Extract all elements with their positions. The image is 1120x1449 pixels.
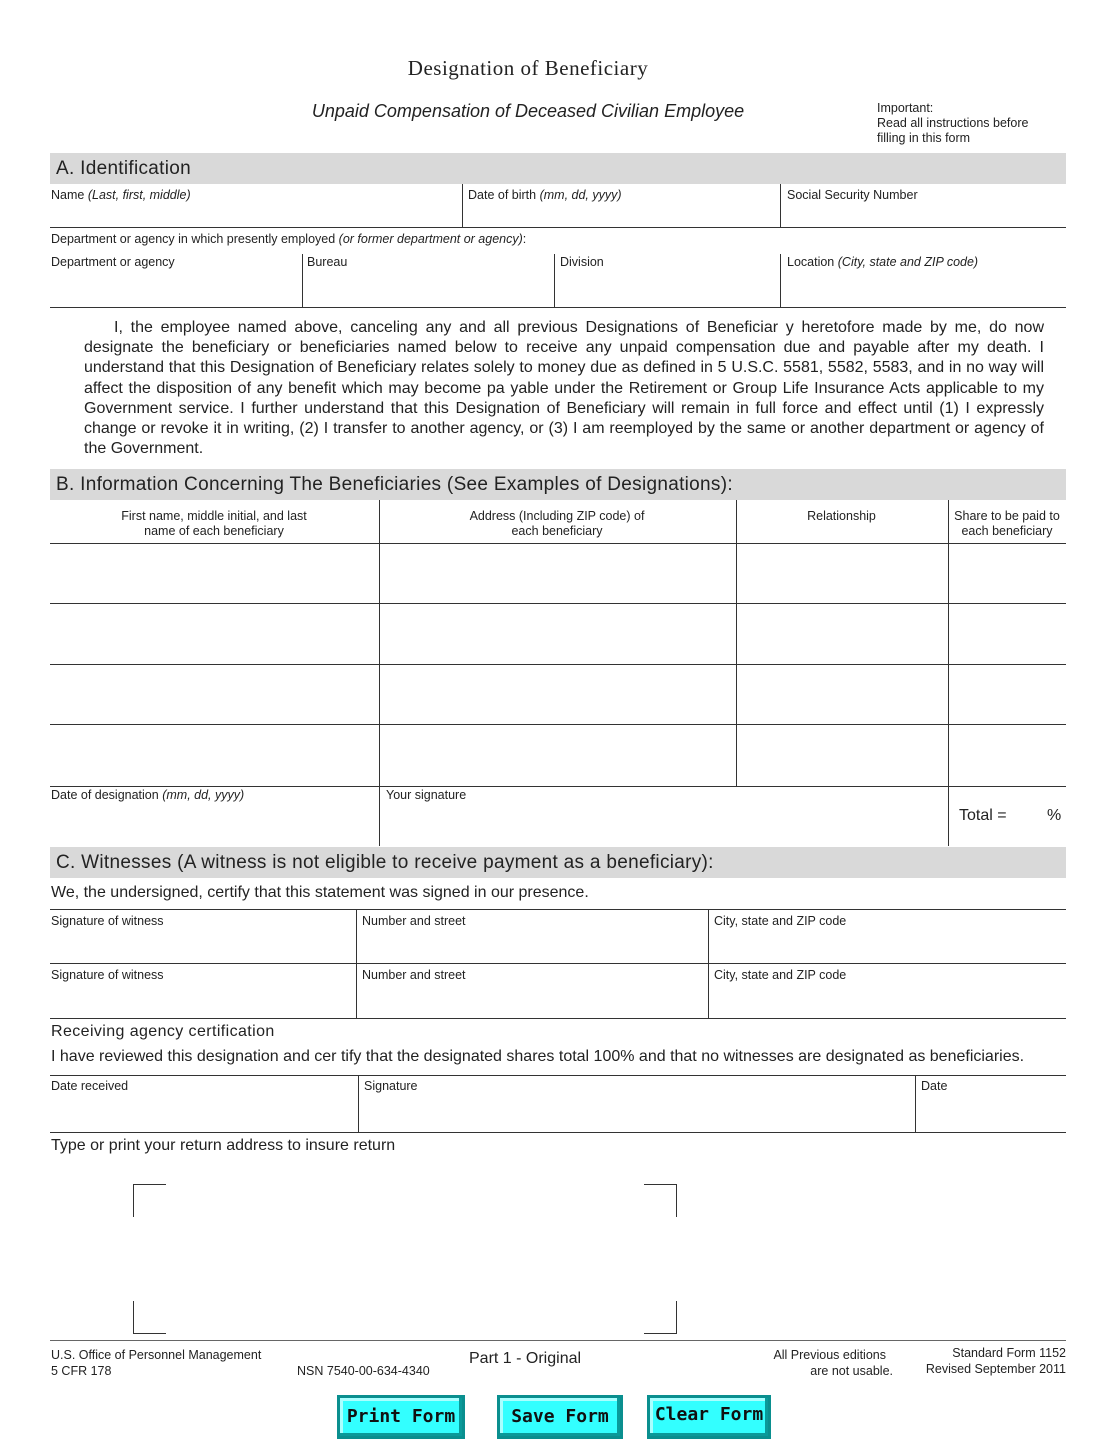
witness-certify-text: We, the undersigned, certify that this statement was signed in our presence. — [51, 884, 589, 901]
form-subtitle: Unpaid Compensation of Deceased Civilian Employee — [311, 101, 745, 121]
corner-mark — [644, 1184, 677, 1217]
witness-signature-1[interactable]: Signature of witness — [51, 914, 164, 928]
footer-part: Part 1 - Original — [469, 1350, 582, 1367]
receiving-heading: Receiving agency certification — [51, 1023, 275, 1040]
dept-field[interactable]: Department or agency — [51, 255, 175, 269]
total-label: Total = — [959, 807, 1007, 824]
clear-form-button[interactable]: Clear Form — [647, 1395, 771, 1439]
section-a-heading: A. Identification — [50, 153, 1066, 184]
location-field[interactable]: Location (City, state and ZIP code) — [787, 255, 979, 269]
corner-mark — [644, 1301, 677, 1334]
table-row[interactable] — [50, 603, 1066, 604]
table-row[interactable] — [50, 664, 1066, 665]
designation-statement: I, the employee named above, canceling any and all previous Designations of Beneficiar y heretofore made by me, do now designate the beneficiary or beneficiaries named below to receive any unpaid compensation due and payable after my death. I understand that this Designation of Beneficiary relates solely to money due as defined in 5 U.S.C. 5581, 5582, 5583, and in no way will affect the disposition of any benefit which may become pa yable under the Retirement or Group Life Insurance Acts applicable to my Government service. I further understand that this Designation of Beneficiary will remain in full force and effect until (1) I expressly change or revoke it in writing, (2) I transfer to another agency, or (3) I am reemployed by the same or another department or agency of the Government. — [84, 319, 1044, 458]
col-relationship-header: Relationship — [807, 509, 876, 523]
return-address-label: Type or print your return address to insure return — [51, 1137, 396, 1154]
save-form-button[interactable]: Save Form — [497, 1395, 623, 1439]
col-name-header: First name, middle initial, and last name of each beneficiary — [121, 509, 307, 538]
witness-street-2[interactable]: Number and street — [362, 968, 466, 982]
division-field[interactable]: Division — [560, 255, 604, 269]
name-field[interactable]: Name (Last, first, middle) — [51, 188, 191, 202]
table-row[interactable] — [50, 724, 1066, 725]
print-form-button[interactable]: Print Form — [337, 1395, 465, 1439]
your-signature-field[interactable]: Your signature — [386, 788, 467, 802]
agency-signature-field[interactable]: Signature — [364, 1079, 418, 1093]
col-share-header: Share to be paid to each beneficiary — [954, 509, 1060, 538]
agency-date-field[interactable]: Date — [921, 1079, 948, 1093]
date-of-designation-field[interactable]: Date of designation (mm, dd, yyyy) — [51, 788, 245, 802]
section-b-heading: B. Information Concerning The Beneficiaries (See Examples of Designations): — [50, 469, 1066, 500]
bureau-field[interactable]: Bureau — [307, 255, 348, 269]
witness-city-2[interactable]: City, state and ZIP code — [714, 968, 847, 982]
return-address-box[interactable] — [133, 1184, 677, 1334]
section-c-heading: C. Witnesses (A witness is not eligible to receive payment as a beneficiary): — [50, 847, 1066, 878]
corner-mark — [133, 1184, 166, 1217]
date-received-field[interactable]: Date received — [51, 1079, 129, 1093]
receiving-text: I have reviewed this designation and cer tify that the designated shares total 100% and that no witnesses are designated as beneficiaries. — [51, 1048, 1025, 1065]
witness-signature-2[interactable]: Signature of witness — [51, 968, 164, 982]
footer-form-number: Standard Form 1152 Revised September 2011 — [925, 1346, 1066, 1376]
footer-agency: U.S. Office of Personnel Management 5 CFR 178 — [51, 1348, 262, 1378]
witness-city-1[interactable]: City, state and ZIP code — [714, 914, 847, 928]
ssn-field[interactable]: Social Security Number — [787, 188, 918, 202]
form-title: Designation of Beneficiary — [407, 56, 649, 80]
table-row[interactable] — [50, 786, 1066, 787]
col-address-header: Address (Including ZIP code) of each beneficiary — [469, 509, 645, 538]
dept-intro: Department or agency in which presently employed (or former department or agency): — [51, 232, 527, 246]
footer-editions: All Previous editions are not usable. — [773, 1348, 893, 1378]
witness-street-1[interactable]: Number and street — [362, 914, 466, 928]
footer-nsn: NSN 7540-00-634-4340 — [297, 1364, 430, 1378]
percent-sign: % — [1047, 807, 1062, 824]
important-note: Important: Read all instructions before filling in this form — [877, 101, 1029, 145]
corner-mark — [133, 1301, 166, 1334]
dob-field[interactable]: Date of birth (mm, dd, yyyy) — [468, 188, 622, 202]
